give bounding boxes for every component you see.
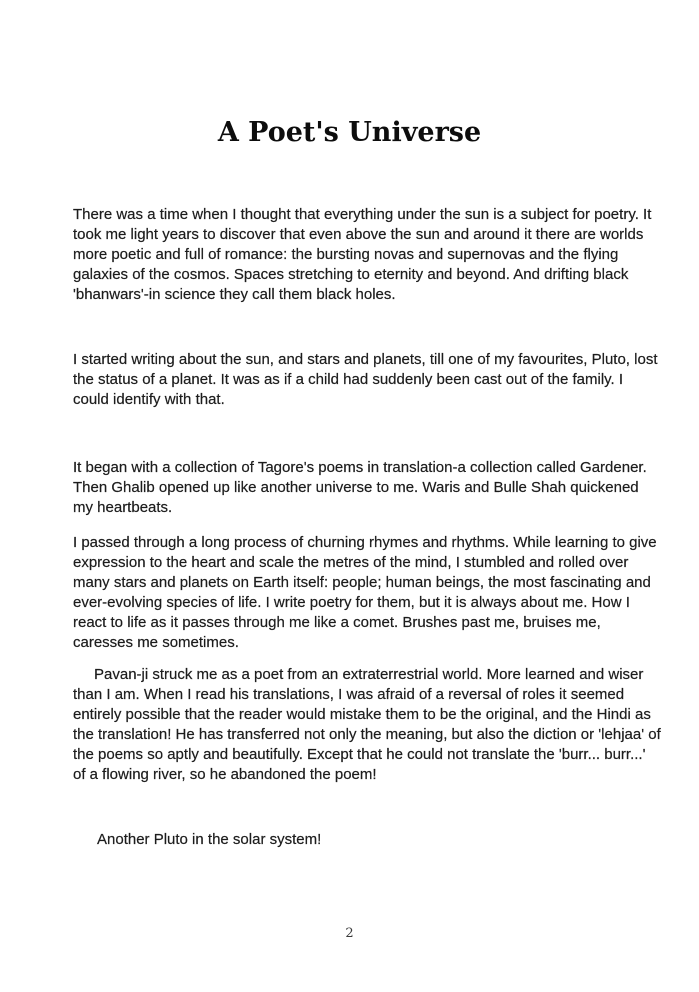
- paragraph: I started writing about the sun, and stars and planets, till one of my favourites, Pluto, lost the status of a planet. It was as if a child had suddenly been cast out of the family. I could identify with that.: [73, 351, 658, 409]
- closing-line: Another Pluto in the solar system!: [97, 831, 322, 849]
- paragraph: Pavan-ji struck me as a poet from an extraterrestrial world. More learned and wiser than I am. When I read his translations, I was afraid of a reversal of roles it seemed entirely possible that the reader would mistake them to be the original, and the Hindi as the translation! He has transferred not only the meaning, but also the diction or 'lehjaa' of the poems so aptly and beautifully. Except that he could not translate the 'burr... burr...' of a flowing river, so he abandoned the poem!: [73, 666, 661, 784]
- paragraph: It began with a collection of Tagore's poems in translation-a collection called Gardener. Then Ghalib opened up like another universe to me. Waris and Bulle Shah quickened my heartbeats.: [73, 459, 647, 517]
- page-number: 2: [345, 926, 354, 941]
- page-body: [73, 205, 662, 850]
- paragraph: There was a time when I thought that everything under the sun is a subject for poetry. It took me light years to discover that even above the sun and around it there are worlds more poetic and full of romance: the bursting novas and supernovas and the flying galaxies of the cosmos. Spaces stretching to eternity and beyond. And drifting black 'bhanwars'-in science they call them black holes.: [73, 206, 652, 304]
- paragraph: I passed through a long process of churning rhymes and rhythms. While learning to give expression to the heart and scale the metres of the mind, I stumbled and rolled over many stars and planets on Earth itself: people; human beings, the most fascinating and ever-evolving species of life. I write poetry for them, but it is always about me. How I react to life as it passes through me like a comet. Brushes past me, bruises me, caresses me sometimes.: [73, 534, 657, 652]
- page-title: A Poet's Universe: [217, 117, 482, 149]
